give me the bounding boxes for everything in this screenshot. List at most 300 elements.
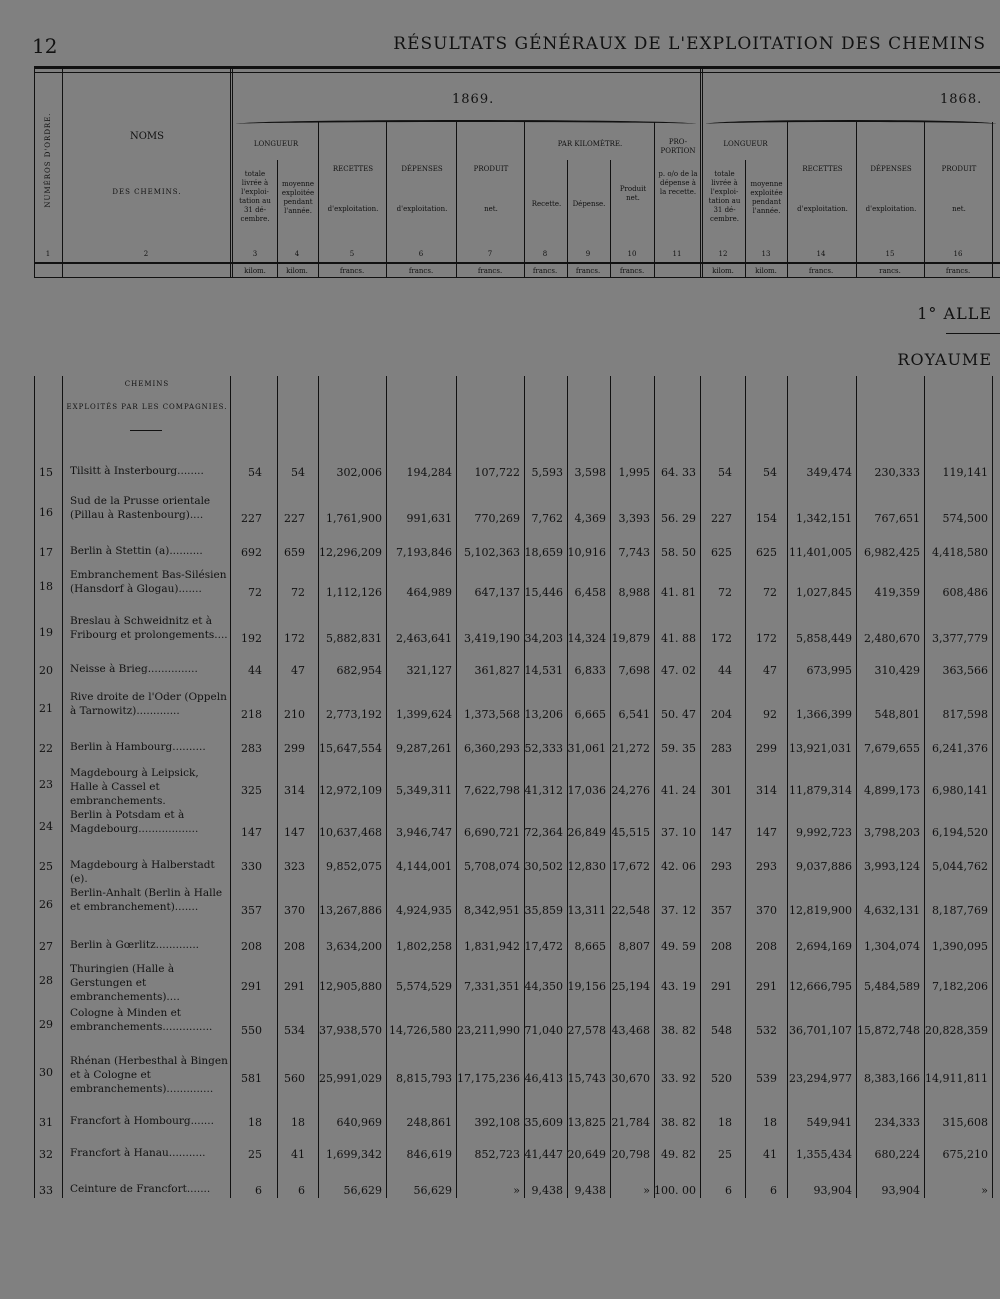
- cell-c10: 25,194: [611, 980, 650, 993]
- cell-c4: 534: [284, 1024, 305, 1037]
- cell-c7: 7,331,351: [464, 980, 520, 993]
- cell-c16: 608,486: [942, 586, 988, 599]
- cell-c3: 692: [241, 546, 262, 559]
- cell-c11: 38. 82: [661, 1024, 696, 1037]
- table-row: [0, 963, 1000, 1006]
- cell-c16: 363,566: [942, 664, 988, 677]
- cell-c9: 31,061: [567, 742, 606, 755]
- cell-c4: 210: [284, 708, 305, 721]
- table-row: [0, 887, 1000, 930]
- cell-c8: 5,593: [531, 466, 563, 479]
- cell-c12: 208: [711, 940, 732, 953]
- railway-name: Berlin à Gœrlitz.............: [70, 939, 200, 951]
- col-line: [277, 160, 278, 278]
- cell-c15: 6,982,425: [864, 546, 920, 559]
- col-line: [567, 160, 568, 278]
- cell-c8: 18,659: [524, 546, 563, 559]
- cell-c14: 673,995: [806, 664, 852, 677]
- cell-c10: 22,548: [611, 904, 650, 917]
- cell-c10: 21,784: [611, 1116, 650, 1129]
- cell-c13: 92: [763, 708, 777, 721]
- cell-c5: 12,905,880: [319, 980, 382, 993]
- row-number: 26: [39, 898, 53, 911]
- cell-c13: 539: [756, 1072, 777, 1085]
- cell-c12: 293: [711, 860, 732, 873]
- row-number: 22: [39, 742, 53, 755]
- cell-c5: 1,761,900: [326, 512, 382, 525]
- cell-c16: 6,194,520: [932, 826, 988, 839]
- cell-c11: 49. 82: [661, 1148, 696, 1161]
- cell-c3: 72: [248, 586, 262, 599]
- cell-c16: 3,377,779: [932, 632, 988, 645]
- cell-c10: 21,272: [611, 742, 650, 755]
- cell-c13: 41: [763, 1148, 777, 1161]
- col-line: [232, 66, 233, 278]
- cell-c11: 59. 35: [661, 742, 696, 755]
- cell-c13: 299: [756, 742, 777, 755]
- cell-c16: 20,828,359: [925, 1024, 988, 1037]
- moyenne-1868-header: moyenne exploitée pendant l'année.: [750, 180, 783, 215]
- column-number: 16: [953, 250, 963, 258]
- cell-c12: 548: [711, 1024, 732, 1037]
- cell-c5: 25,991,029: [319, 1072, 382, 1085]
- unit-label: rancs.: [879, 267, 901, 275]
- page-number: 12: [32, 34, 58, 58]
- cell-c5: 5,882,831: [326, 632, 382, 645]
- cell-c14: 13,921,031: [789, 742, 852, 755]
- cell-c10: 1,995: [618, 466, 650, 479]
- cell-c4: 72: [291, 586, 305, 599]
- cell-c3: 581: [241, 1072, 262, 1085]
- table-row: [0, 1176, 1000, 1216]
- row-number: 16: [39, 506, 53, 519]
- unit-label: francs.: [619, 267, 645, 275]
- cell-c6: 9,287,261: [396, 742, 452, 755]
- cell-c4: 172: [284, 632, 305, 645]
- cell-c6: 991,631: [406, 512, 452, 525]
- depenses-1868-sub: d'exploitation.: [865, 205, 917, 213]
- row-number: 15: [39, 466, 53, 479]
- cell-c10: 7,743: [618, 546, 650, 559]
- cell-c8: 9,438: [531, 1184, 563, 1197]
- cell-c14: 1,355,434: [796, 1148, 852, 1161]
- cell-c11: 47. 02: [661, 664, 696, 677]
- row-number: 25: [39, 860, 53, 873]
- cell-c6: 1,399,624: [396, 708, 452, 721]
- row-number: 20: [39, 664, 53, 677]
- cell-c13: 47: [763, 664, 777, 677]
- cell-c4: 227: [284, 512, 305, 525]
- cell-c15: 2,480,670: [864, 632, 920, 645]
- railway-name: Tilsitt à Insterbourg........: [70, 465, 204, 477]
- cell-c15: 419,359: [874, 586, 920, 599]
- cell-c12: 520: [711, 1072, 732, 1085]
- table-row: [0, 767, 1000, 810]
- cell-c12: 204: [711, 708, 732, 721]
- cell-c9: 27,578: [567, 1024, 606, 1037]
- col-line: [745, 160, 746, 278]
- recettes-1868-sub: d'exploitation.: [797, 205, 848, 213]
- cell-c12: 72: [718, 586, 732, 599]
- row-number: 27: [39, 940, 53, 953]
- cell-c5: 15,647,554: [319, 742, 382, 755]
- col-line: [318, 122, 319, 278]
- cell-c15: 5,484,589: [864, 980, 920, 993]
- cell-c16: »: [981, 1184, 988, 1197]
- row-number: 33: [39, 1184, 53, 1197]
- cell-c11: 38. 82: [661, 1116, 696, 1129]
- cell-c15: 4,899,173: [864, 784, 920, 797]
- column-number: 10: [627, 250, 637, 258]
- cell-c11: 58. 50: [661, 546, 696, 559]
- cell-c11: 42. 06: [661, 860, 696, 873]
- produit-1868-sub: net.: [952, 205, 966, 213]
- unit-label: kilom.: [286, 267, 308, 275]
- cell-c3: 283: [241, 742, 262, 755]
- cell-c9: 6,833: [574, 664, 606, 677]
- produit-net-header: Produit net.: [619, 185, 647, 202]
- cell-c9: 4,369: [574, 512, 606, 525]
- cell-c7: 6,360,293: [464, 742, 520, 755]
- cell-c9: 14,324: [567, 632, 606, 645]
- cell-c12: 54: [718, 466, 732, 479]
- cell-c8: 71,040: [524, 1024, 563, 1037]
- cell-c7: 1,373,568: [464, 708, 520, 721]
- railway-name: Neisse à Brieg...............: [70, 663, 198, 675]
- cell-c8: 41,447: [524, 1148, 563, 1161]
- cell-c5: 9,852,075: [326, 860, 382, 873]
- row-number: 30: [39, 1066, 53, 1079]
- header-rule: [34, 262, 1000, 264]
- cell-c8: 7,762: [531, 512, 563, 525]
- totale-header: totale livrée à l'exploi- tation au 31 dé- cembre.: [239, 170, 271, 223]
- cell-c6: 5,574,529: [396, 980, 452, 993]
- group-title-1: CHEMINS: [124, 380, 170, 388]
- cell-c4: 323: [284, 860, 305, 873]
- cell-c8: 72,364: [524, 826, 563, 839]
- cell-c15: 93,904: [881, 1184, 920, 1197]
- cell-c12: 625: [711, 546, 732, 559]
- cell-c3: 6: [255, 1184, 262, 1197]
- cell-c12: 227: [711, 512, 732, 525]
- units-rule: [34, 277, 1000, 278]
- cell-c6: 1,802,258: [396, 940, 452, 953]
- cell-c10: 8,988: [618, 586, 650, 599]
- cell-c11: 37. 12: [661, 904, 696, 917]
- cell-c8: 41,312: [524, 784, 563, 797]
- cell-c7: 647,137: [474, 586, 520, 599]
- cell-c15: 1,304,074: [864, 940, 920, 953]
- column-number: 3: [252, 250, 258, 258]
- cell-c5: 302,006: [336, 466, 382, 479]
- cell-c15: 8,383,166: [864, 1072, 920, 1085]
- recettes-sub: d'exploitation.: [327, 205, 379, 213]
- cell-c15: 3,798,203: [864, 826, 920, 839]
- cell-c11: 37. 10: [661, 826, 696, 839]
- cell-c6: 7,193,846: [396, 546, 452, 559]
- cell-c14: 5,858,449: [796, 632, 852, 645]
- brace-1869: [236, 120, 696, 128]
- cell-c13: 72: [763, 586, 777, 599]
- cell-c3: 291: [241, 980, 262, 993]
- cell-c3: 330: [241, 860, 262, 873]
- railway-name: Rive droite de l'Oder (Oppeln à Tarnowitz).............: [70, 691, 227, 717]
- cell-c9: 13,311: [567, 904, 606, 917]
- column-number: 8: [542, 250, 548, 258]
- cell-c12: 291: [711, 980, 732, 993]
- cell-c10: 7,698: [618, 664, 650, 677]
- cell-c11: 56. 29: [661, 512, 696, 525]
- table-row: [0, 691, 1000, 734]
- col-noms-subtitle: DES CHEMINS.: [112, 188, 182, 196]
- row-number: 24: [39, 820, 53, 833]
- column-number: 13: [761, 250, 771, 258]
- cell-c4: 6: [298, 1184, 305, 1197]
- unit-label: kilom.: [755, 267, 777, 275]
- cell-c12: 18: [718, 1116, 732, 1129]
- top-rule-thin: [34, 72, 1000, 73]
- cell-c6: 56,629: [413, 1184, 452, 1197]
- cell-c12: 6: [725, 1184, 732, 1197]
- produit-header: PRODUIT: [473, 165, 509, 173]
- col-line: [856, 122, 857, 278]
- col-line: [230, 66, 231, 278]
- column-number: 14: [816, 250, 826, 258]
- cell-c11: 43. 19: [661, 980, 696, 993]
- unit-label: francs.: [945, 267, 971, 275]
- table-row: [0, 615, 1000, 658]
- recettes-header: RECETTES: [332, 165, 374, 173]
- cell-c5: 682,954: [336, 664, 382, 677]
- cell-c4: 208: [284, 940, 305, 953]
- railway-name: Francfort à Hombourg.......: [70, 1115, 214, 1127]
- railway-name: Thuringien (Halle à Gerstungen et embranchements)....: [70, 963, 180, 1003]
- depenses-sub: d'exploitation.: [396, 205, 448, 213]
- cell-c3: 208: [241, 940, 262, 953]
- col-line: [62, 66, 63, 278]
- depenses-1868-header: DÉPENSES: [870, 165, 912, 173]
- cell-c4: 18: [291, 1116, 305, 1129]
- cell-c4: 560: [284, 1072, 305, 1085]
- cell-c9: 15,743: [567, 1072, 606, 1085]
- cell-c12: 172: [711, 632, 732, 645]
- cell-c5: 56,629: [343, 1184, 382, 1197]
- unit-label: francs.: [339, 267, 365, 275]
- cell-c4: 659: [284, 546, 305, 559]
- unit-label: francs.: [808, 267, 834, 275]
- cell-c6: 194,284: [406, 466, 452, 479]
- moyenne-header: moyenne exploitée pendant l'année.: [281, 180, 315, 215]
- cell-c14: 1,366,399: [796, 708, 852, 721]
- col-line: [992, 122, 993, 278]
- column-number: 9: [585, 250, 591, 258]
- cell-c10: 8,807: [618, 940, 650, 953]
- cell-c8: 35,859: [524, 904, 563, 917]
- railway-name: Sud de la Prusse orientale (Pillau à Rastenbourg)....: [70, 495, 211, 521]
- railway-name: Ceinture de Francfort.......: [70, 1183, 211, 1195]
- cell-c10: 24,276: [611, 784, 650, 797]
- row-number: 17: [39, 546, 53, 559]
- cell-c3: 325: [241, 784, 262, 797]
- cell-c4: 47: [291, 664, 305, 677]
- cell-c3: 227: [241, 512, 262, 525]
- cell-c11: 50. 47: [661, 708, 696, 721]
- cell-c8: 35,609: [524, 1116, 563, 1129]
- produit-sub: net.: [484, 205, 498, 213]
- year-1869: 1869.: [452, 92, 495, 107]
- table-row: [0, 458, 1000, 498]
- unit-label: francs.: [408, 267, 434, 275]
- railway-name: Francfort à Hanau...........: [70, 1147, 206, 1159]
- cell-c7: 852,723: [474, 1148, 520, 1161]
- unit-label: francs.: [575, 267, 601, 275]
- cell-c6: 4,924,935: [396, 904, 452, 917]
- cell-c7: 23,211,990: [457, 1024, 520, 1037]
- col-line: [787, 122, 788, 278]
- cell-c14: 12,666,795: [789, 980, 852, 993]
- row-number: 19: [39, 626, 53, 639]
- cell-c7: 361,827: [474, 664, 520, 677]
- section-kingdom: ROYAUME: [897, 350, 992, 369]
- cell-c10: 30,670: [611, 1072, 650, 1085]
- cell-c14: 9,992,723: [796, 826, 852, 839]
- cell-c15: 680,224: [874, 1148, 920, 1161]
- table-row: [0, 809, 1000, 852]
- cell-c4: 41: [291, 1148, 305, 1161]
- col-line: [654, 122, 655, 278]
- cell-c8: 13,206: [524, 708, 563, 721]
- column-number: 5: [349, 250, 355, 258]
- col-noms-title: NOMS: [129, 131, 165, 142]
- row-number: 21: [39, 702, 53, 715]
- cell-c4: 291: [284, 980, 305, 993]
- railway-name: Berlin à Stettin (a)..........: [70, 545, 203, 557]
- page-title: RÉSULTATS GÉNÉRAUX DE L'EXPLOITATION DES CHEMINS: [393, 34, 986, 54]
- cell-c7: 5,102,363: [464, 546, 520, 559]
- proportion-sub: p. o/o de la dépense à la recette.: [658, 170, 698, 196]
- cell-c14: 349,474: [806, 466, 852, 479]
- cell-c15: 230,333: [874, 466, 920, 479]
- row-number: 31: [39, 1116, 53, 1129]
- column-number: 11: [672, 250, 682, 258]
- cell-c13: 54: [763, 466, 777, 479]
- cell-c8: 15,446: [524, 586, 563, 599]
- top-rule: [34, 66, 1000, 69]
- cell-c10: 3,393: [618, 512, 650, 525]
- group-title-2: EXPLOITÉS PAR LES COMPAGNIES.: [66, 403, 228, 411]
- cell-c4: 147: [284, 826, 305, 839]
- cell-c15: 7,679,655: [864, 742, 920, 755]
- cell-c5: 12,296,209: [319, 546, 382, 559]
- recettes-1868-header: RECETTES: [802, 165, 843, 173]
- railway-name: Berlin-Anhalt (Berlin à Halle et embranchement).......: [70, 887, 223, 913]
- proportion-header: PRO- PORTION: [660, 138, 696, 155]
- cell-c7: 8,342,951: [464, 904, 520, 917]
- cell-c8: 14,531: [524, 664, 563, 677]
- cell-c13: 18: [763, 1116, 777, 1129]
- cell-c10: 6,541: [618, 708, 650, 721]
- cell-c5: 13,267,886: [319, 904, 382, 917]
- year-1868: 1868.: [940, 92, 983, 107]
- cell-c7: 6,690,721: [464, 826, 520, 839]
- cell-c12: 283: [711, 742, 732, 755]
- cell-c6: 321,127: [406, 664, 452, 677]
- cell-c13: 291: [756, 980, 777, 993]
- cell-c8: 52,333: [524, 742, 563, 755]
- longueur-1868-header: LONGUEUR: [723, 140, 768, 148]
- cell-c9: 3,598: [574, 466, 606, 479]
- cell-c16: 5,044,762: [932, 860, 988, 873]
- recette-header: Recette.: [531, 200, 562, 208]
- cell-c10: 20,798: [611, 1148, 650, 1161]
- row-number: 28: [39, 974, 53, 987]
- cell-c10: 19,879: [611, 632, 650, 645]
- cell-c6: 4,144,001: [396, 860, 452, 873]
- cell-c16: 1,390,095: [932, 940, 988, 953]
- cell-c7: 1,831,942: [464, 940, 520, 953]
- cell-c6: 5,349,311: [396, 784, 452, 797]
- cell-c13: 6: [770, 1184, 777, 1197]
- cell-c5: 640,969: [336, 1116, 382, 1129]
- cell-c7: 107,722: [474, 466, 520, 479]
- cell-c7: »: [513, 1184, 520, 1197]
- cell-c7: 392,108: [474, 1116, 520, 1129]
- cell-c6: 3,946,747: [396, 826, 452, 839]
- unit-label: francs.: [477, 267, 503, 275]
- cell-c14: 2,694,169: [796, 940, 852, 953]
- cell-c10: 17,672: [611, 860, 650, 873]
- cell-c9: 26,849: [567, 826, 606, 839]
- cell-c16: 675,210: [942, 1148, 988, 1161]
- cell-c7: 5,708,074: [464, 860, 520, 873]
- railway-name: Breslau à Schweidnitz et à Fribourg et prolongements....: [70, 615, 228, 641]
- cell-c10: 45,515: [611, 826, 650, 839]
- table-row: [0, 495, 1000, 538]
- cell-c16: 119,141: [942, 466, 988, 479]
- railway-name: Magdebourg à Leipsick, Halle à Cassel et embranchements.: [70, 767, 199, 807]
- par-km-header: PAR KILOMÈTRE.: [557, 140, 623, 148]
- cell-c16: 7,182,206: [932, 980, 988, 993]
- cell-c16: 315,608: [942, 1116, 988, 1129]
- column-number: 15: [885, 250, 895, 258]
- cell-c8: 34,203: [524, 632, 563, 645]
- cell-c14: 9,037,886: [796, 860, 852, 873]
- cell-c9: 9,438: [574, 1184, 606, 1197]
- cell-c6: 2,463,641: [396, 632, 452, 645]
- table-row: [0, 1007, 1000, 1050]
- cell-c9: 6,458: [574, 586, 606, 599]
- cell-c13: 293: [756, 860, 777, 873]
- cell-c15: 15,872,748: [857, 1024, 920, 1037]
- cell-c14: 36,701,107: [789, 1024, 852, 1037]
- cell-c3: 550: [241, 1024, 262, 1037]
- table-row: [0, 1140, 1000, 1180]
- cell-c11: 49. 59: [661, 940, 696, 953]
- cell-c3: 147: [241, 826, 262, 839]
- cell-c13: 147: [756, 826, 777, 839]
- cell-c14: 1,342,151: [796, 512, 852, 525]
- cell-c13: 208: [756, 940, 777, 953]
- cell-c3: 192: [241, 632, 262, 645]
- cell-c14: 11,879,314: [789, 784, 852, 797]
- railway-name: Embranchement Bas-Silésien (Hansdorf à Glogau).......: [70, 569, 227, 595]
- cell-c15: 548,801: [874, 708, 920, 721]
- cell-c13: 172: [756, 632, 777, 645]
- cell-c3: 25: [248, 1148, 262, 1161]
- railway-name: Cologne à Minden et embranchements...............: [70, 1007, 213, 1033]
- totale-1868-header: totale livrée à l'exploi- tation au 31 dé- cembre.: [708, 170, 741, 223]
- cell-c14: 11,401,005: [789, 546, 852, 559]
